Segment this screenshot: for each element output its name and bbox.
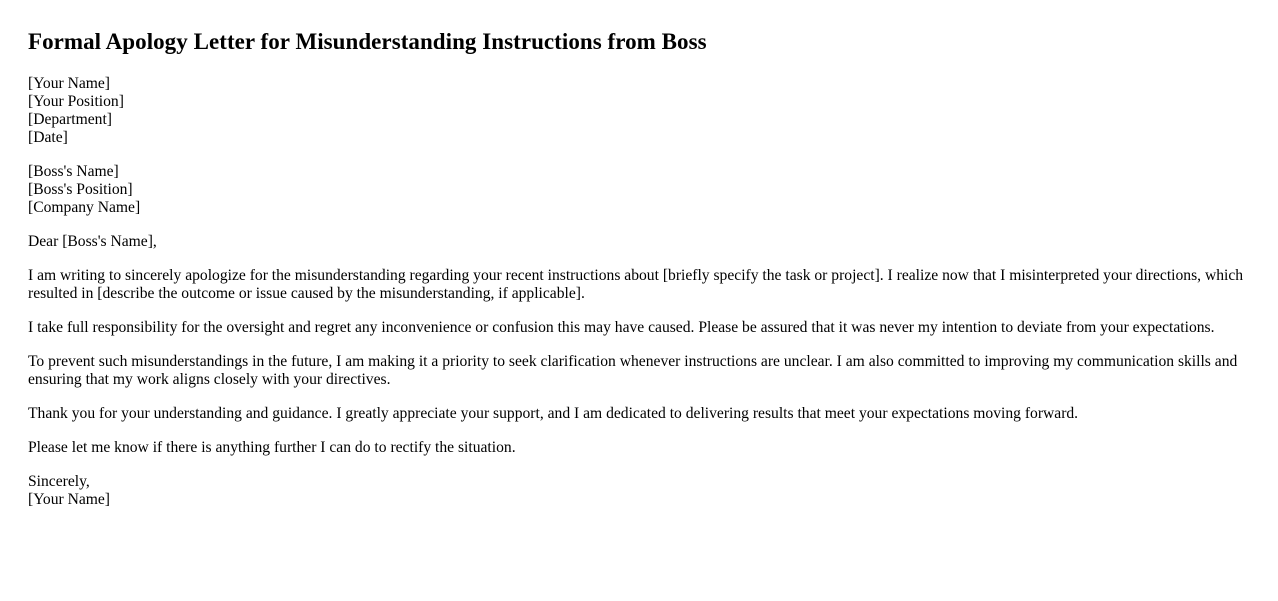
body-paragraph-3: To prevent such misunderstandings in the future, I am making it a priority to seek clarification whenever instructions are unclear. I am also committed to improving my communication skills and ensuring that my work aligns closely with your directives. [28, 353, 1238, 388]
letter-date: [Date] [28, 129, 68, 146]
recipient-name: [Boss's Name] [28, 163, 119, 180]
recipient-block [28, 163, 1250, 217]
sender-name: [Your Name] [28, 75, 111, 92]
sender-department: [Department] [28, 111, 112, 128]
signature: [Your Name] [28, 491, 111, 508]
body-paragraph-2: I take full responsibility for the oversight and regret any inconvenience or confusion this may have caused. Please be assured that it was never my intention to deviate from your expectations. [28, 319, 1215, 336]
body-paragraph-5: Please let me know if there is anything further I can do to rectify the situation. [28, 439, 516, 456]
sender-position: [Your Position] [28, 93, 124, 110]
body-paragraph-1: I am writing to sincerely apologize for the misunderstanding regarding your recent instructions about [briefly specify the task or project]. I realize now that I misinterpreted your directions, which resulted in [describe the outcome or issue caused by the misunderstanding, if applicable]. [28, 267, 1244, 302]
body-paragraph-4: Thank you for your understanding and guidance. I greatly appreciate your support, and I am dedicated to delivering results that meet your expectations moving forward. [28, 405, 1079, 422]
closing-block [28, 473, 1250, 509]
sender-block [28, 75, 1250, 147]
valediction: Sincerely, [28, 473, 90, 490]
recipient-position: [Boss's Position] [28, 181, 133, 198]
recipient-company: [Company Name] [28, 199, 141, 216]
page-title: Formal Apology Letter for Misunderstanding Instructions from Boss [28, 29, 707, 54]
salutation: Dear [Boss's Name], [28, 233, 157, 250]
